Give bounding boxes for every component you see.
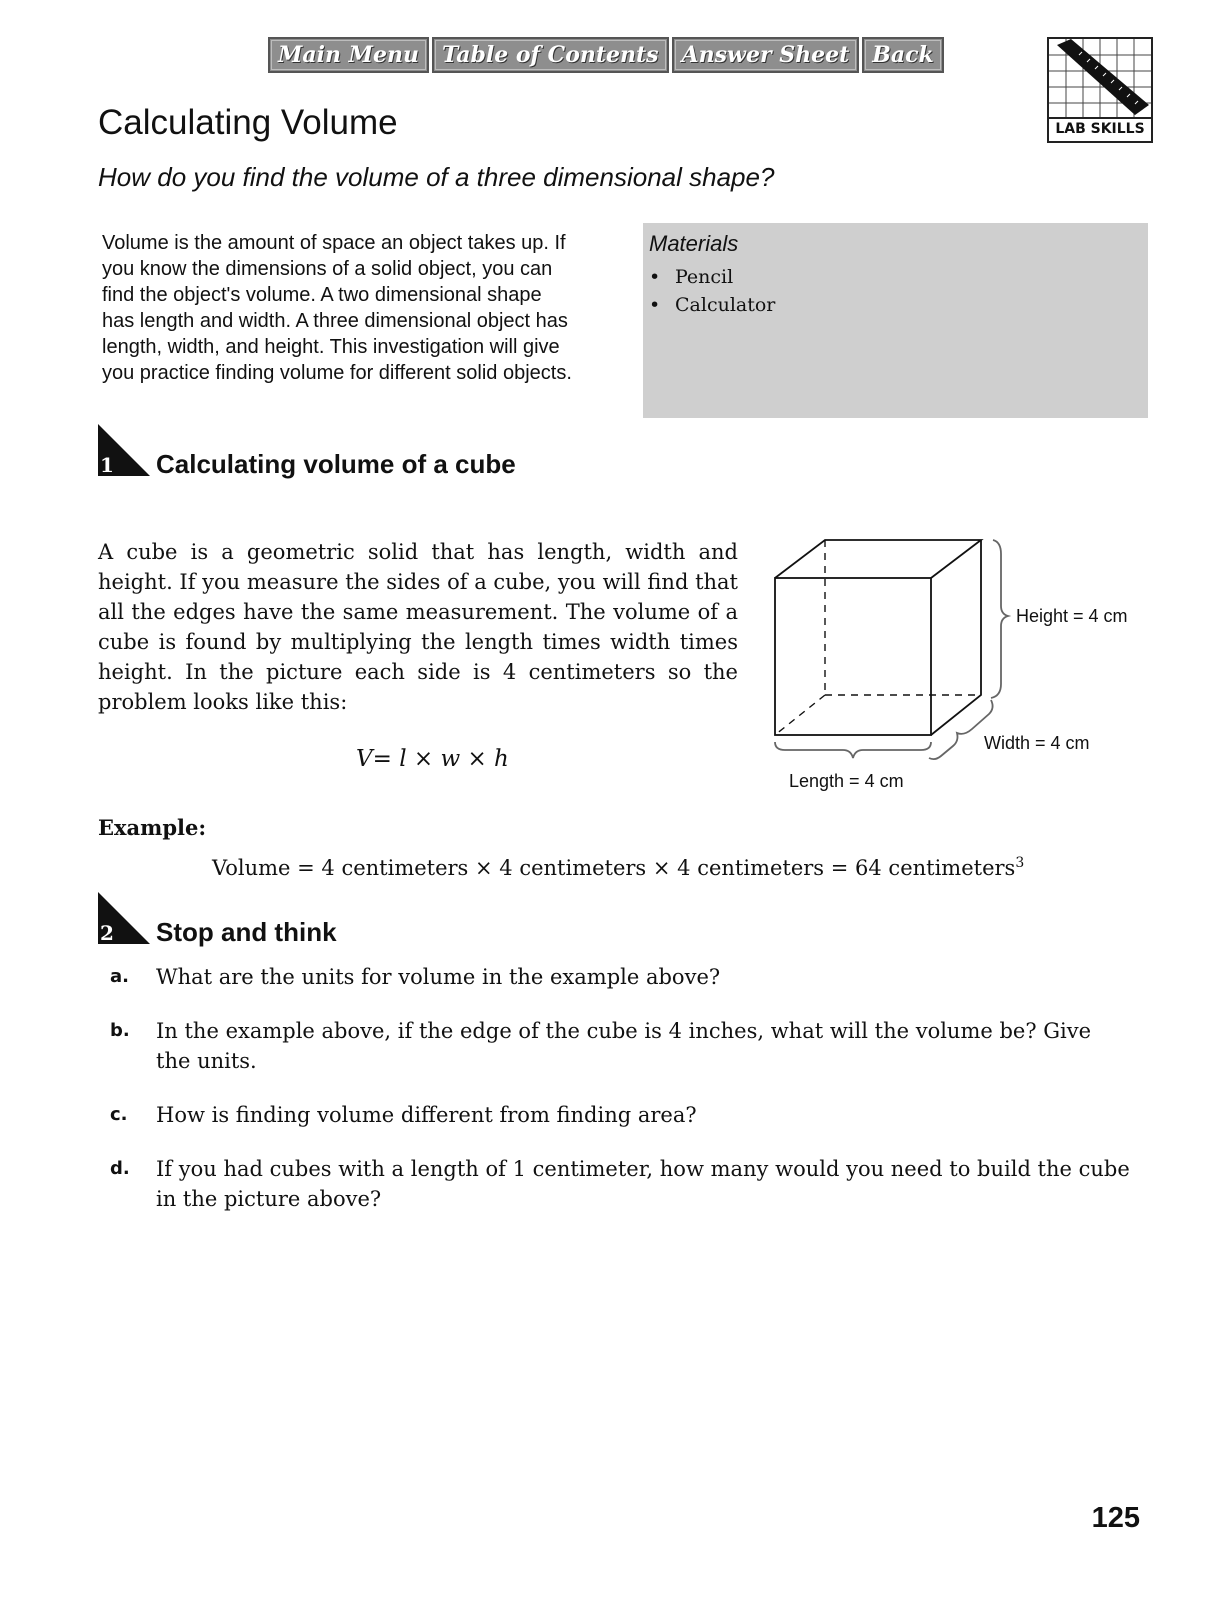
lab-skills-label: LAB SKILLS — [1049, 117, 1151, 141]
question-text: How is finding volume different from finding area? — [156, 1103, 697, 1127]
page-title: Calculating Volume — [98, 103, 398, 142]
step-number: 1 — [100, 453, 114, 477]
ruler-grid-icon — [1049, 39, 1151, 119]
length-label: Length = 4 cm — [789, 771, 904, 791]
intro-paragraph: Volume is the amount of space an object takes up. If you know the dimensions of a solid object, you can find the object's volume. A two dimensional shape has length and width. A three dimensional object has length, width, and height. This investigation will give you practice finding volume for different solid objects. — [102, 232, 572, 384]
height-label: Height = 4 cm — [1016, 606, 1128, 626]
lab-skills-badge — [1047, 37, 1153, 143]
cube-drawing — [775, 540, 1008, 759]
question-letter: c. — [110, 1104, 128, 1125]
materials-item: • Pencil — [649, 263, 1142, 291]
question-text: In the example above, if the edge of the cube is 4 inches, what will the volume be? Give the units. — [156, 1019, 1092, 1073]
question-letter: d. — [110, 1158, 130, 1179]
page-number: 125 — [1091, 1502, 1140, 1534]
cube-diagram — [765, 530, 1165, 800]
question-item — [110, 1016, 1130, 1076]
question-letter: b. — [110, 1020, 130, 1041]
cube-explanation: A cube is a geometric solid that has length, width and height. If you measure the sides of a cube, you will find that all the edges have the same measurement. The volume of a cube is found by multiplying the length times width times height. In the picture each side is 4 centimeters so the problem looks like this: — [98, 540, 738, 714]
section-heading-cube: Calculating volume of a cube — [156, 449, 516, 479]
section-heading-stop-and-think: Stop and think — [156, 917, 337, 947]
question-list — [110, 962, 1130, 1238]
step-marker-1 — [98, 424, 150, 476]
step-number: 2 — [100, 921, 114, 945]
materials-box — [643, 223, 1148, 418]
question-text: What are the units for volume in the example above? — [156, 965, 721, 989]
example-equation — [212, 855, 1024, 880]
back-button[interactable]: Back — [862, 37, 944, 73]
volume-formula: V= l × w × h — [356, 746, 509, 772]
question-item — [110, 962, 1130, 992]
width-label: Width = 4 cm — [984, 733, 1090, 753]
main-menu-button[interactable]: Main Menu — [268, 37, 429, 73]
table-of-contents-button[interactable]: Table of Contents — [432, 37, 669, 73]
question-letter: a. — [110, 966, 129, 987]
question-item — [110, 1154, 1130, 1214]
page-subtitle: How do you find the volume of a three dimensional shape? — [98, 162, 775, 192]
example-equation-text: Volume = 4 centimeters × 4 centimeters × 4 centimeters = 64 centimeters — [212, 856, 1016, 880]
question-item — [110, 1100, 1130, 1130]
question-text: If you had cubes with a length of 1 centimeter, how many would you need to build the cube in the picture above? — [156, 1157, 1130, 1211]
example-label: Example: — [98, 815, 207, 840]
example-exponent: 3 — [1015, 855, 1025, 871]
top-navigation — [268, 37, 947, 77]
step-marker-2 — [98, 892, 150, 944]
materials-list — [649, 263, 1142, 319]
answer-sheet-button[interactable]: Answer Sheet — [672, 37, 860, 73]
materials-heading: Materials — [649, 231, 739, 256]
materials-item: • Calculator — [649, 291, 1142, 319]
